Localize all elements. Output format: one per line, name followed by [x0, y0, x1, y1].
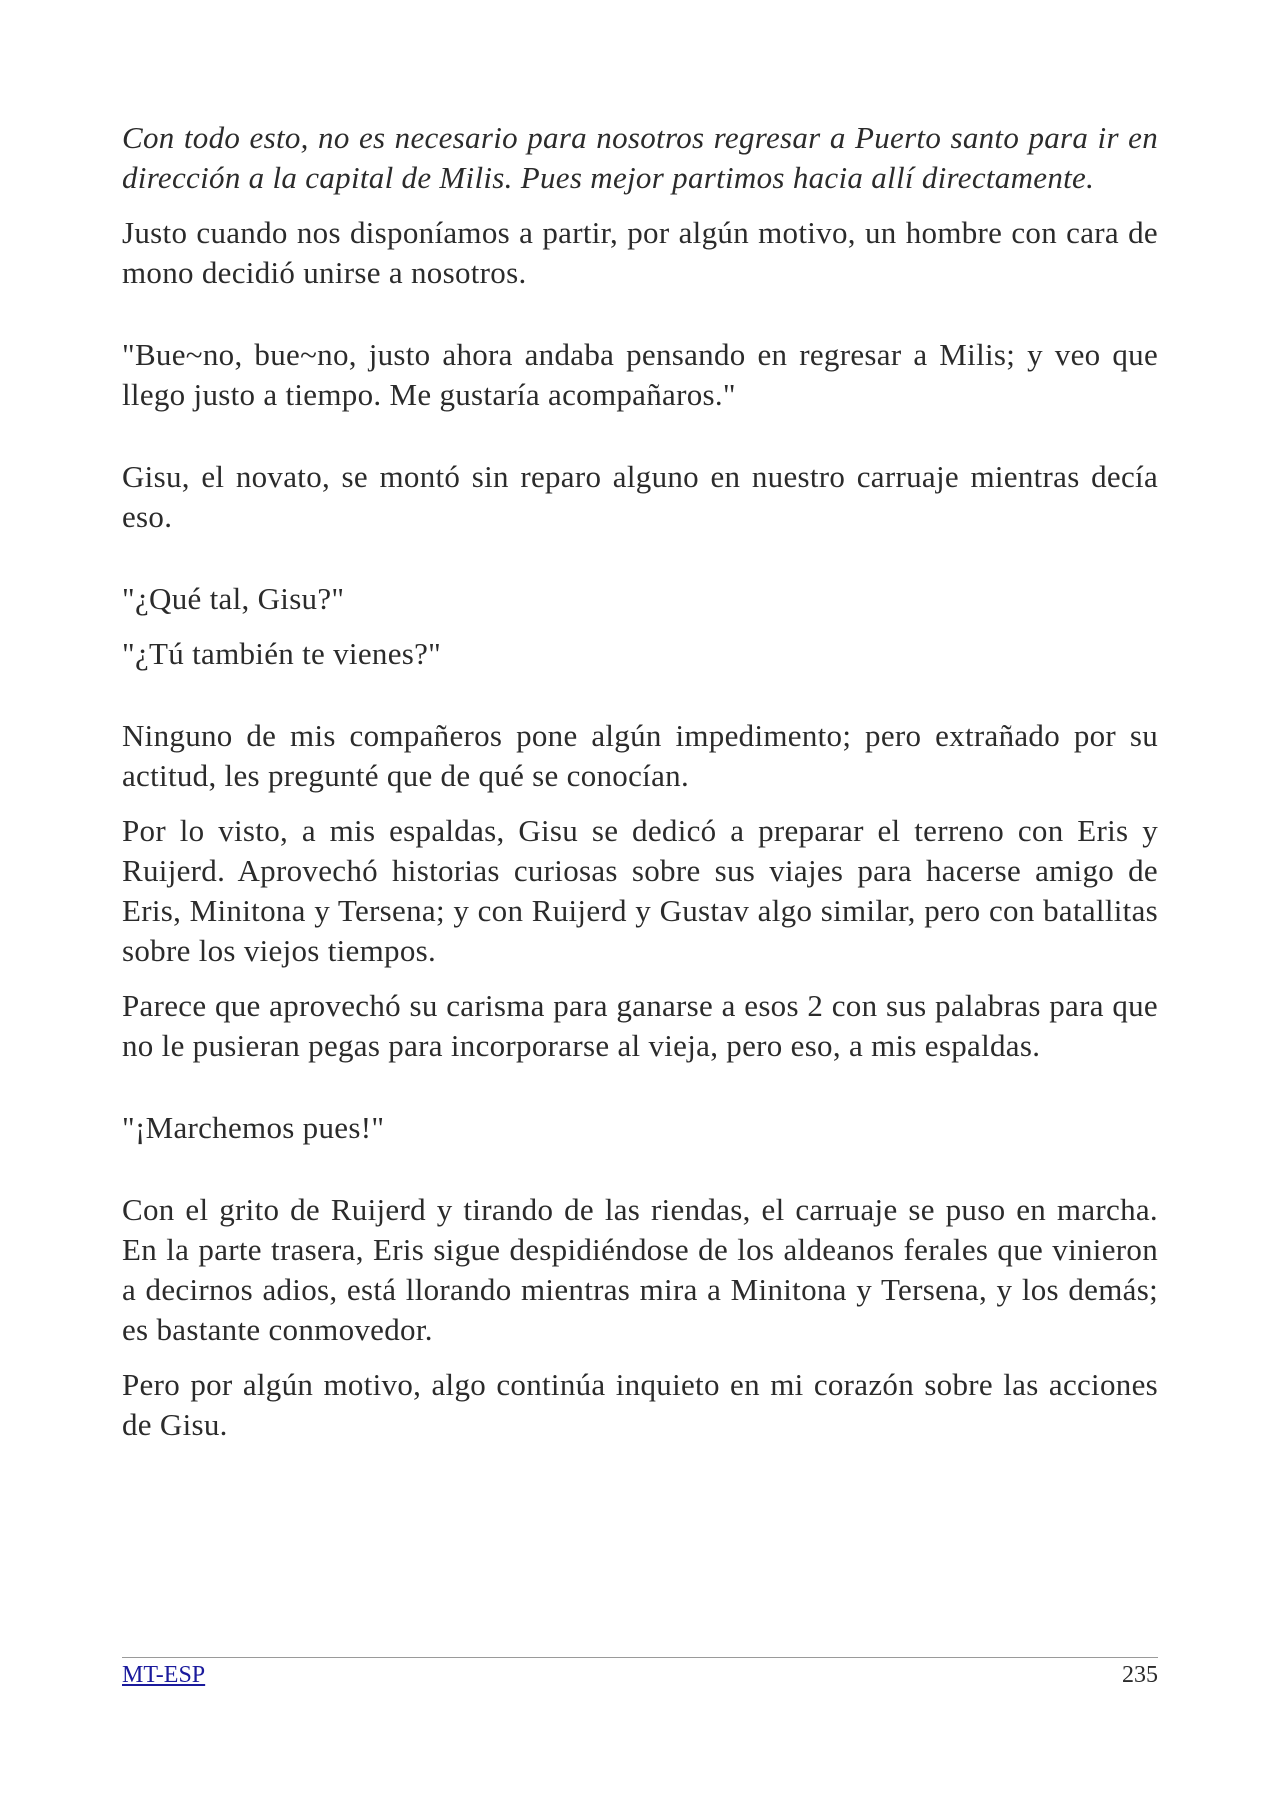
footer-source-link[interactable]: MT-ESP: [122, 1662, 206, 1688]
dialogue-line: "¿Qué tal, Gisu?": [122, 581, 345, 616]
paragraph: Gisu, el novato, se montó sin reparo alguno en nuestro carruaje mientras decía eso.: [122, 459, 1158, 534]
paragraph: Ninguno de mis compañeros pone algún impedimento; pero extrañado por su actitud, les pregunté que de qué se conocían.: [122, 718, 1158, 793]
paragraph: Parece que aprovechó su carisma para ganarse a esos 2 con sus palabras para que no le pusieran pegas para incorporarse al vieja, pero eso, a mis espaldas.: [122, 988, 1158, 1063]
paragraph: Con el grito de Ruijerd y tirando de las riendas, el carruaje se puso en marcha. En la parte trasera, Eris sigue despidiéndose de los aldeanos ferales que vinieron a decirnos adios, está llorando mientras mira a Minitona y Tersena, y los demás; es bastante conmovedor.: [122, 1192, 1158, 1347]
page-number: 235: [1122, 1662, 1158, 1688]
paragraph-intro: Con todo esto, no es necesario para nosotros regresar a Puerto santo para ir en dirección a la capital de Milis. Pues mejor partimos hacia allí directamente.: [122, 120, 1158, 195]
paragraph: Por lo visto, a mis espaldas, Gisu se dedicó a preparar el terreno con Eris y Ruijerd. Aprovechó historias curiosas sobre sus viajes para hacerse amigo de Eris, Minitona y Tersena; y con Ruijerd y Gustav algo similar, pero con batallitas sobre los viejos tiempos.: [122, 813, 1158, 968]
dialogue-line: "¿Tú también te vienes?": [122, 636, 442, 671]
document-body: [122, 118, 1158, 1460]
footer-divider: [122, 1657, 1158, 1658]
dialogue-line: "Bue~no, bue~no, justo ahora andaba pensando en regresar a Milis; y veo que llego justo a tiempo. Me gustaría acompañaros.": [122, 337, 1158, 412]
paragraph: Justo cuando nos disponíamos a partir, por algún motivo, un hombre con cara de mono decidió unirse a nosotros.: [122, 215, 1158, 290]
dialogue-line: "¡Marchemos pues!": [122, 1110, 385, 1145]
paragraph: Pero por algún motivo, algo continúa inquieto en mi corazón sobre las acciones de Gisu.: [122, 1367, 1158, 1442]
